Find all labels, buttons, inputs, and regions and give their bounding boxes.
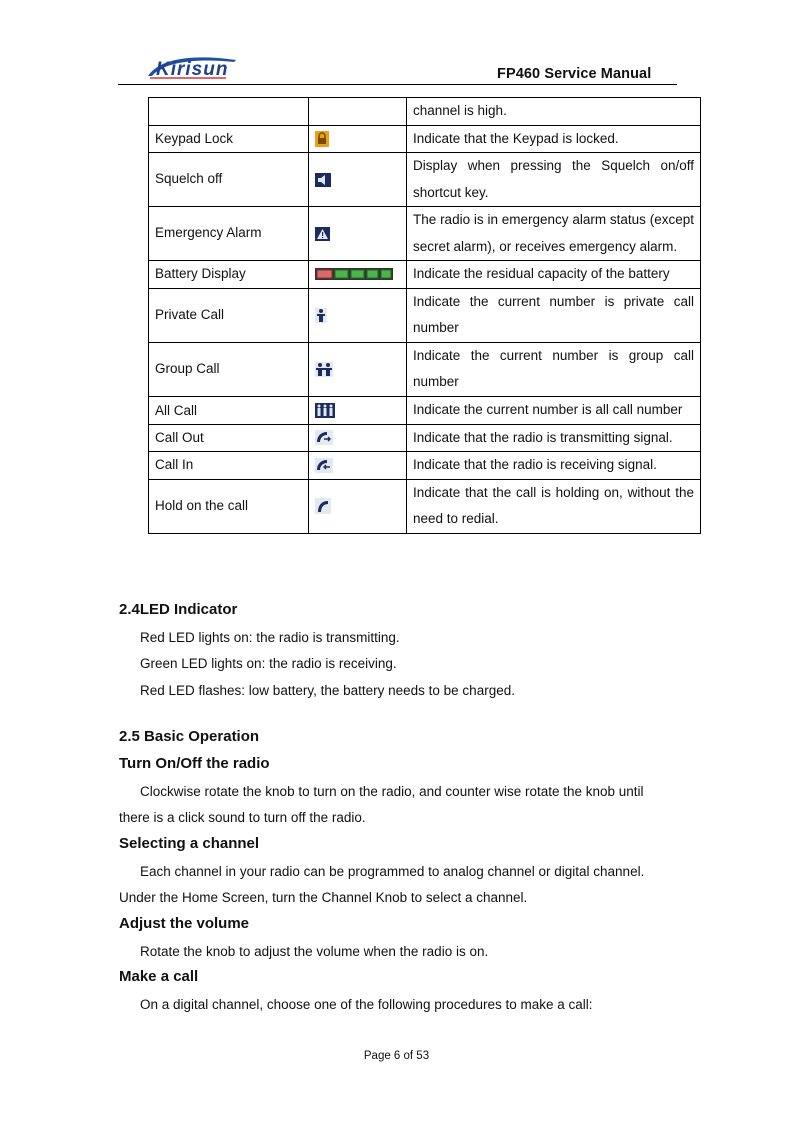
icon-desc-cell: Indicate that the radio is transmitting signal. xyxy=(407,424,701,452)
icon-name-cell: Squelch off xyxy=(149,153,309,207)
table-row xyxy=(149,424,701,452)
icon-desc-cell: Display when pressing the Squelch on/off shortcut key. xyxy=(407,153,701,207)
call-out-icon xyxy=(315,430,333,445)
icon-cell xyxy=(309,396,407,424)
adjust-volume-heading: Adjust the volume xyxy=(119,915,250,932)
led-indicator-heading: 2.4LED Indicator xyxy=(119,601,238,618)
basic-operation-heading: 2.5 Basic Operation xyxy=(119,728,260,745)
svg-text:Kirisun: Kirisun xyxy=(156,59,229,80)
paragraph-line: Rotate the knob to adjust the volume when the radio is on. xyxy=(140,944,489,959)
doc-title: FP460 Service Manual xyxy=(497,66,652,82)
icon-name-cell: Hold on the call xyxy=(149,479,309,533)
header-divider xyxy=(118,84,677,85)
icon-desc-cell: Indicate the residual capacity of the battery xyxy=(407,261,701,289)
phone-icon xyxy=(315,498,331,514)
call-in-icon xyxy=(315,458,333,473)
select-channel-heading: Selecting a channel xyxy=(119,835,260,852)
icon-name-cell: Emergency Alarm xyxy=(149,207,309,261)
icon-name-cell: Private Call xyxy=(149,288,309,342)
icon-cell xyxy=(309,207,407,261)
table-row xyxy=(149,396,701,424)
warning-icon xyxy=(315,227,330,241)
paragraph-line: Under the Home Screen, turn the Channel Knob to select a channel. xyxy=(119,890,528,905)
icon-name-cell: Call Out xyxy=(149,424,309,452)
paragraph-line: On a digital channel, choose one of the following procedures to make a call: xyxy=(140,997,593,1012)
led-line: Red LED flashes: low battery, the battery needs to be charged. xyxy=(140,683,515,698)
turn-on-off-heading: Turn On/Off the radio xyxy=(119,755,270,772)
kirisun-logo xyxy=(146,54,242,80)
lock-icon xyxy=(315,131,329,147)
icon-desc-cell: Indicate that the radio is receiving signal. xyxy=(407,452,701,480)
icon-cell xyxy=(309,288,407,342)
table-row xyxy=(149,98,701,126)
icon-name-cell: Call In xyxy=(149,452,309,480)
table-row xyxy=(149,153,701,207)
page-number: Page 6 of 53 xyxy=(363,1050,430,1062)
icon-cell xyxy=(309,424,407,452)
table-row xyxy=(149,261,701,289)
icon-name-cell: All Call xyxy=(149,396,309,424)
table-row xyxy=(149,342,701,396)
paragraph-line: Clockwise rotate the knob to turn on the radio, and counter wise rotate the knob until xyxy=(140,784,644,799)
person-icon xyxy=(315,308,327,323)
table-row xyxy=(149,125,701,153)
icon-cell xyxy=(309,153,407,207)
make-call-heading: Make a call xyxy=(119,968,199,985)
led-line: Green LED lights on: the radio is receiving. xyxy=(140,656,397,671)
icon-cell xyxy=(309,261,407,289)
icon-cell xyxy=(309,98,407,126)
battery-icon xyxy=(315,268,393,280)
status-icon-table xyxy=(148,97,701,534)
paragraph-line: there is a click sound to turn off the radio. xyxy=(119,810,366,825)
table-row xyxy=(149,452,701,480)
icon-desc-cell: Indicate the current number is all call number xyxy=(407,396,701,424)
icon-desc-cell: The radio is in emergency alarm status (except secret alarm), or receives emergency alarm. xyxy=(407,207,701,261)
speaker-icon xyxy=(315,173,331,187)
icon-desc-cell: Indicate that the call is holding on, without the need to redial. xyxy=(407,479,701,533)
icon-desc-cell: Indicate the current number is group call number xyxy=(407,342,701,396)
icon-desc-cell: Indicate that the Keypad is locked. xyxy=(407,125,701,153)
icon-cell xyxy=(309,125,407,153)
icon-name-cell: Group Call xyxy=(149,342,309,396)
all-call-icon xyxy=(315,403,335,418)
icon-desc-cell: channel is high. xyxy=(407,98,701,126)
table-row xyxy=(149,207,701,261)
icon-desc-cell: Indicate the current number is private call number xyxy=(407,288,701,342)
table-row xyxy=(149,288,701,342)
icon-cell xyxy=(309,479,407,533)
icon-name-cell: Battery Display xyxy=(149,261,309,289)
group-icon xyxy=(315,362,333,377)
icon-name-cell xyxy=(149,98,309,126)
icon-name-cell: Keypad Lock xyxy=(149,125,309,153)
table-row xyxy=(149,479,701,533)
led-line: Red LED lights on: the radio is transmitting. xyxy=(140,630,400,645)
icon-cell xyxy=(309,452,407,480)
paragraph-line: Each channel in your radio can be programmed to analog channel or digital channel. xyxy=(140,864,645,879)
icon-cell xyxy=(309,342,407,396)
